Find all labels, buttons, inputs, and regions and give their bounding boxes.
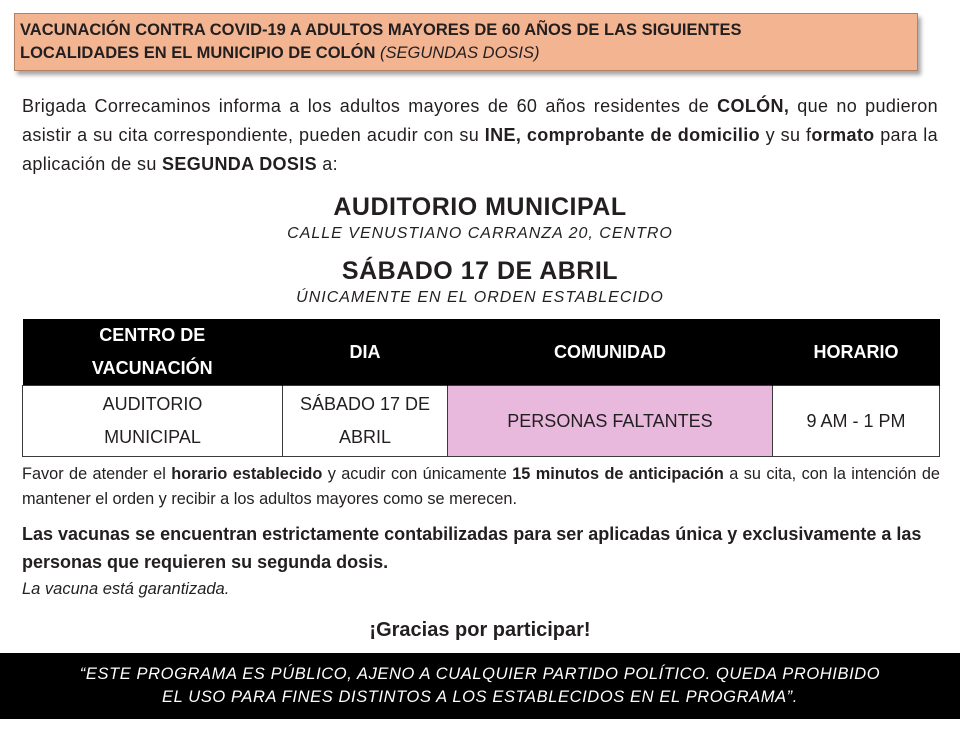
cell-dia (283, 386, 448, 457)
date-note: ÚNICAMENTE EN EL ORDEN ESTABLECIDO (296, 289, 664, 306)
intro-paragraph (22, 92, 938, 179)
col-header-horario: HORARIO (773, 319, 940, 386)
header-title-suffix: (SEGUNDAS DOSIS) (379, 44, 540, 62)
notice-text-3: a su cita, con la intención de mantener el orden y recibir a los adultos mayores como se merecen. (22, 465, 940, 508)
venue-name: AUDITORIO MUNICIPAL (333, 193, 627, 221)
schedule-notice (22, 462, 940, 512)
intro-bold-dose: SEGUNDA DOSIS (162, 154, 317, 174)
cell-centro (23, 386, 283, 457)
col-header-centro-line1: CENTRO DE (99, 325, 206, 345)
cell-dia-line1: SÁBADO 17 DE (299, 394, 431, 414)
intro-text-1: Brigada Correcaminos informa a los adultos mayores de 60 años residentes de (22, 96, 718, 116)
guarantee-note: La vacuna está garantizada. (22, 580, 230, 598)
col-header-comunidad: COMUNIDAD (448, 319, 773, 386)
cell-dia-line2: ABRIL (338, 427, 392, 447)
footer-bar (0, 653, 960, 719)
intro-bold-municipality: COLÓN, (717, 96, 790, 116)
footer-disclaimer (0, 663, 960, 709)
header-title-line1: VACUNACIÓN CONTRA COVID-19 A ADULTOS MAYORES DE 60 AÑOS DE LAS SIGUIENTES (20, 21, 742, 39)
footer-line1: “ESTE PROGRAMA ES PÚBLICO, AJENO A CUALQUIER PARTIDO POLÍTICO. QUEDA PROHIBIDO (79, 665, 881, 683)
header-title (20, 19, 920, 65)
intro-bold-format: ormato (811, 125, 875, 145)
thanks-message: ¡Gracias por participar! (369, 619, 591, 641)
schedule-table (22, 319, 940, 457)
header-title-line2 (20, 42, 920, 65)
col-header-centro-line2: VACUNACIÓN (91, 358, 213, 378)
col-header-centro (23, 319, 283, 386)
header-title-line2-text: LOCALIDADES EN EL MUNICIPIO DE COLÓN (20, 44, 376, 62)
table-header-row (23, 319, 940, 386)
date-title: SÁBADO 17 DE ABRIL (341, 257, 619, 285)
cell-comunidad: PERSONAS FALTANTES (448, 386, 773, 457)
strict-notice: Las vacunas se encuentran estrictamente contabilizadas para ser aplicadas única y exclusivamente a las personas que requieren su segunda dosis. (22, 524, 922, 572)
cell-horario: 9 AM - 1 PM (773, 386, 940, 457)
intro-text-4: para la aplicación de su (22, 125, 939, 174)
cell-centro-line2: MUNICIPAL (104, 427, 201, 447)
intro-text-3: y su f (759, 125, 812, 145)
notice-bold-schedule: horario establecido (171, 465, 323, 483)
notice-text-2: y acudir con únicamente (322, 465, 513, 483)
venue-address: CALLE VENUSTIANO CARRANZA 20, CENTRO (287, 225, 673, 242)
footer-line2: EL USO PARA FINES DISTINTOS A LOS ESTABLECIDOS EN EL PROGRAMA”. (162, 688, 798, 706)
table-row (23, 386, 940, 457)
notice-text-1: Favor de atender el (22, 465, 172, 483)
intro-bold-documents: INE, comprobante de domicilio (484, 125, 760, 145)
intro-text-2: que no pudieron asistir a su cita correspondiente, pueden acudir con su (22, 96, 938, 145)
intro-text-5: a: (316, 154, 339, 174)
col-header-dia: DIA (283, 319, 448, 386)
notice-bold-minutes: 15 minutos de anticipación (512, 465, 724, 483)
cell-centro-line1: AUDITORIO (102, 394, 203, 414)
